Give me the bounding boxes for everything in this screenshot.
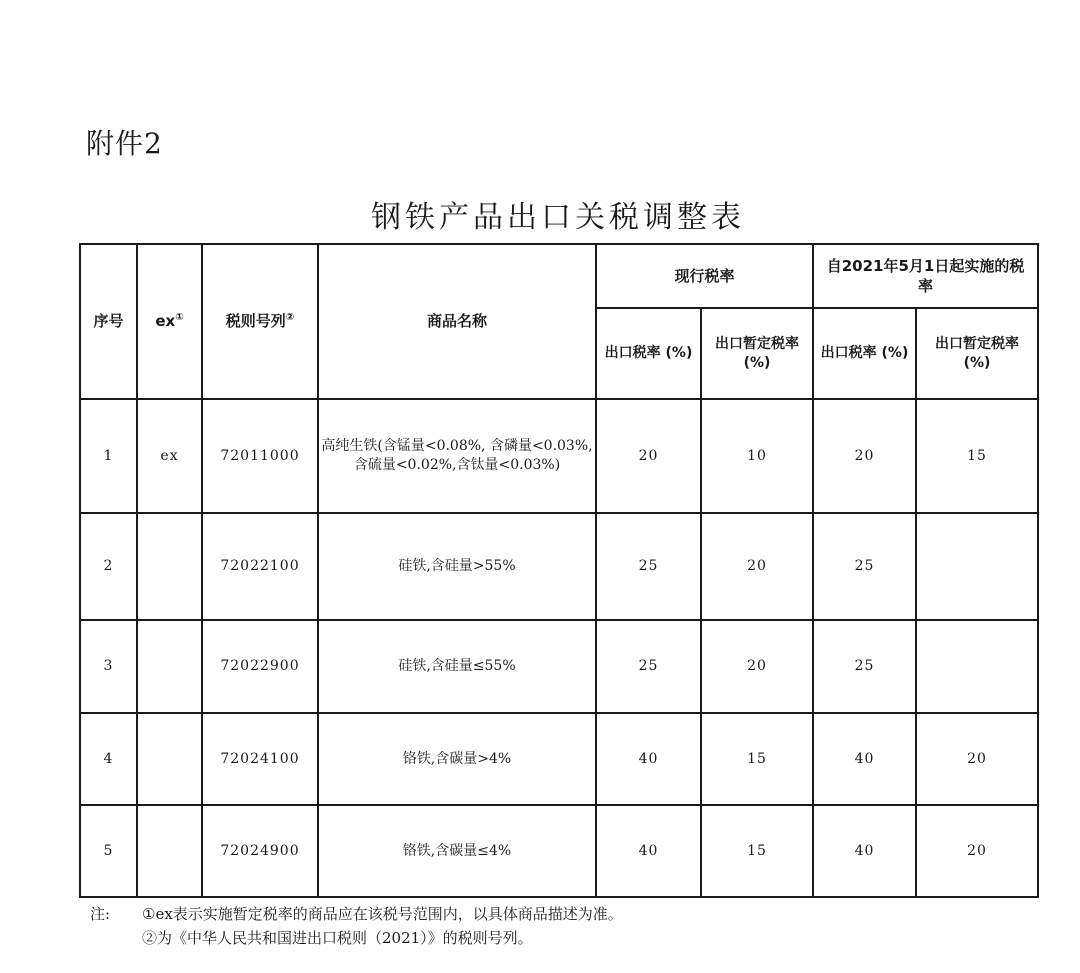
table-row: [80, 620, 1038, 713]
header-new-provisional-rate: [916, 308, 1038, 399]
footnote-2-text: ②为《中华人民共和国进出口税则（2021）》的税则号列。: [142, 929, 533, 947]
cell-new-export-rate: 40: [813, 713, 916, 805]
footnote-label: 注:: [90, 905, 111, 923]
cell-current-provisional-rate: 20: [701, 513, 813, 620]
footnote-2: [90, 926, 623, 950]
footnote-1-text: ①ex表示实施暂定税率的商品应在该税号范围内，以具体商品描述为准。: [142, 905, 623, 923]
cell-product-name: 硅铁,含硅量>55%: [318, 513, 596, 620]
cell-new-provisional-rate: [916, 513, 1038, 620]
cell-seq: 2: [80, 513, 137, 620]
cell-new-export-rate: 25: [813, 513, 916, 620]
document-title: 钢铁产品出口关税调整表: [371, 200, 745, 235]
cell-current-export-rate: 25: [596, 513, 701, 620]
cell-new-export-rate: 25: [813, 620, 916, 713]
cell-seq: 1: [80, 399, 137, 513]
header-current-export-rate: 出口税率 (%): [596, 308, 701, 399]
header-seq: 序号: [80, 244, 137, 399]
header-new-rates: 自2021年5月1日起实施的税率: [813, 244, 1038, 308]
cell-tariff-code: 72022100: [202, 513, 318, 620]
cell-seq: 3: [80, 620, 137, 713]
header-tariff-code-text: 税则号列: [225, 312, 286, 331]
footnotes: [90, 902, 623, 950]
cell-ex: [137, 513, 202, 620]
tariff-table: [79, 243, 1039, 898]
header-new-export-rate: 出口税率 (%): [813, 308, 916, 399]
cell-product-name: 铬铁,含碳量>4%: [318, 713, 596, 805]
cell-tariff-code: 72024100: [202, 713, 318, 805]
cell-current-export-rate: 20: [596, 399, 701, 513]
cell-current-export-rate: 40: [596, 713, 701, 805]
header-ex: [137, 244, 202, 399]
cell-ex: ex: [137, 399, 202, 513]
header-current-provisional-rate-line1: 出口暂定税率: [715, 335, 799, 352]
header-tariff-code-mark: ②: [285, 312, 295, 324]
cell-current-export-rate: 40: [596, 805, 701, 897]
cell-new-export-rate: 20: [813, 399, 916, 513]
cell-tariff-code: 72022900: [202, 620, 318, 713]
cell-current-provisional-rate: 15: [701, 713, 813, 805]
header-ex-text: ex: [155, 312, 176, 331]
cell-ex: [137, 805, 202, 897]
footnote-1: [90, 902, 623, 926]
cell-seq: 4: [80, 713, 137, 805]
cell-ex: [137, 620, 202, 713]
cell-product-name: 高纯生铁(含锰量<0.08%, 含磷量<0.03%,含硫量<0.02%,含钛量<0.03%): [318, 399, 596, 513]
table-row: [80, 513, 1038, 620]
cell-tariff-code: 72011000: [202, 399, 318, 513]
cell-product-name: 铬铁,含碳量≤4%: [318, 805, 596, 897]
header-current-provisional-rate-line2: (%): [743, 354, 771, 371]
header-ex-mark: ①: [175, 312, 184, 324]
table-row: [80, 399, 1038, 513]
cell-tariff-code: 72024900: [202, 805, 318, 897]
attachment-label: 附件2: [86, 127, 163, 160]
cell-new-provisional-rate: 15: [916, 399, 1038, 513]
cell-new-provisional-rate: 20: [916, 805, 1038, 897]
header-tariff-code: [202, 244, 318, 399]
header-new-provisional-rate-line1: 出口暂定税率: [935, 335, 1020, 352]
header-product-name: 商品名称: [318, 244, 596, 399]
cell-new-export-rate: 40: [813, 805, 916, 897]
cell-ex: [137, 713, 202, 805]
cell-new-provisional-rate: [916, 620, 1038, 713]
cell-current-export-rate: 25: [596, 620, 701, 713]
header-new-provisional-rate-line2: (%): [963, 354, 991, 371]
cell-current-provisional-rate: 10: [701, 399, 813, 513]
cell-new-provisional-rate: 20: [916, 713, 1038, 805]
cell-current-provisional-rate: 15: [701, 805, 813, 897]
cell-current-provisional-rate: 20: [701, 620, 813, 713]
cell-seq: 5: [80, 805, 137, 897]
table-row: [80, 713, 1038, 805]
cell-product-name: 硅铁,含硅量≤55%: [318, 620, 596, 713]
header-current-rates: 现行税率: [596, 244, 813, 308]
header-current-provisional-rate: [701, 308, 813, 399]
table-row: [80, 805, 1038, 897]
